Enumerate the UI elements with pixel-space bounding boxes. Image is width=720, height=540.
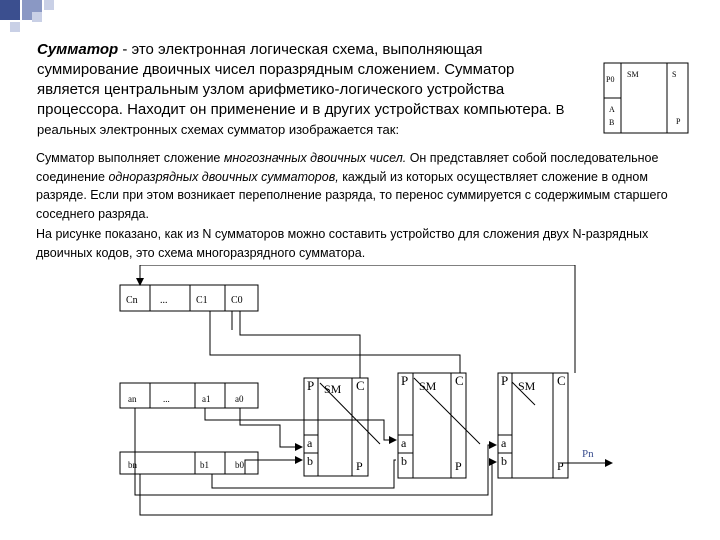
- adder3-b: b: [501, 454, 507, 468]
- adder2-b: b: [401, 454, 407, 468]
- symbol-p: P: [676, 117, 681, 126]
- adder3-a: a: [501, 436, 507, 450]
- decor-square: [0, 0, 20, 20]
- adder1-c: C: [356, 378, 365, 393]
- symbol-b: B: [609, 118, 615, 127]
- adder1-b: b: [307, 454, 313, 468]
- adder2-c: C: [455, 373, 464, 388]
- para1-text2: Он представляет собой последовательное соединение: [36, 151, 659, 184]
- reg-a-a1: a1: [202, 394, 211, 404]
- reg-a-a0: a0: [235, 394, 244, 404]
- para1-italic1: многозначных двоичных чисел.: [223, 151, 407, 165]
- intro-tail: В реальных электронных схемах сумматор изображается так:: [37, 102, 565, 137]
- reg-c-c1: C1: [196, 295, 208, 306]
- adder2-p: P: [401, 373, 409, 388]
- symbol-s: S: [672, 70, 677, 79]
- adder3-sm: SM: [518, 379, 536, 393]
- para1-italic2: одноразрядных двоичных сумматоров,: [108, 169, 339, 184]
- reg-c-dots: ...: [160, 295, 168, 306]
- term-summator: Сумматор: [37, 41, 119, 58]
- adder1-p: P: [307, 378, 315, 393]
- adder1-sm: SM: [324, 382, 342, 396]
- intro-text: - это электронная логическая схема, выполняющая суммирование двоичных чисел поразрядным сложением. Сумматор является центральным узлом арифметико-логического устройства процессора. Находит он применение и в других устройствах компьютера.: [37, 41, 556, 118]
- reg-c-c0: C0: [231, 295, 243, 306]
- adder3-pout: P: [557, 459, 564, 473]
- figure-caption-paragraph: На рисунке показано, как из N сумматоров можно составить устройство для сложения двух N-разрядных двоичных кодов, это схема многоразрядного сумматора.: [36, 227, 649, 260]
- decor-square: [32, 12, 42, 22]
- reg-b-b0: b0: [235, 460, 244, 470]
- adder3-p: P: [501, 373, 509, 388]
- decor-square: [44, 0, 54, 10]
- adder2-a: a: [401, 436, 407, 450]
- adder1-a: a: [307, 436, 313, 450]
- adder-symbol: [600, 62, 690, 136]
- adder2-sm: SM: [419, 379, 437, 393]
- adder2-pout: P: [455, 459, 462, 473]
- reg-a-an: an: [128, 394, 137, 404]
- description-paragraph: [36, 149, 676, 223]
- intro-paragraph: [37, 40, 567, 140]
- reg-b-b1: b1: [200, 460, 209, 470]
- decor-square: [10, 22, 20, 32]
- adder1-pout: P: [356, 459, 363, 473]
- adder3-c: C: [557, 373, 566, 388]
- symbol-a: A: [609, 105, 615, 114]
- multibit-adder-diagram: [0, 265, 720, 540]
- reg-a-dots: ...: [163, 394, 170, 404]
- para1-text1: Сумматор выполняет сложение: [36, 151, 224, 165]
- output-pn-label: Pn: [582, 448, 594, 460]
- symbol-p0: P0: [606, 75, 615, 84]
- reg-b-bn: bn: [128, 460, 137, 470]
- symbol-sm: SM: [627, 70, 639, 79]
- reg-c-cn: Cn: [126, 295, 138, 306]
- para1-text3: каждый из которых осуществляет сложение в одном разряде. Если при этом возникает переполнение разряда, то перенос суммируется с содержимым старшего соседнего разряда.: [36, 169, 668, 221]
